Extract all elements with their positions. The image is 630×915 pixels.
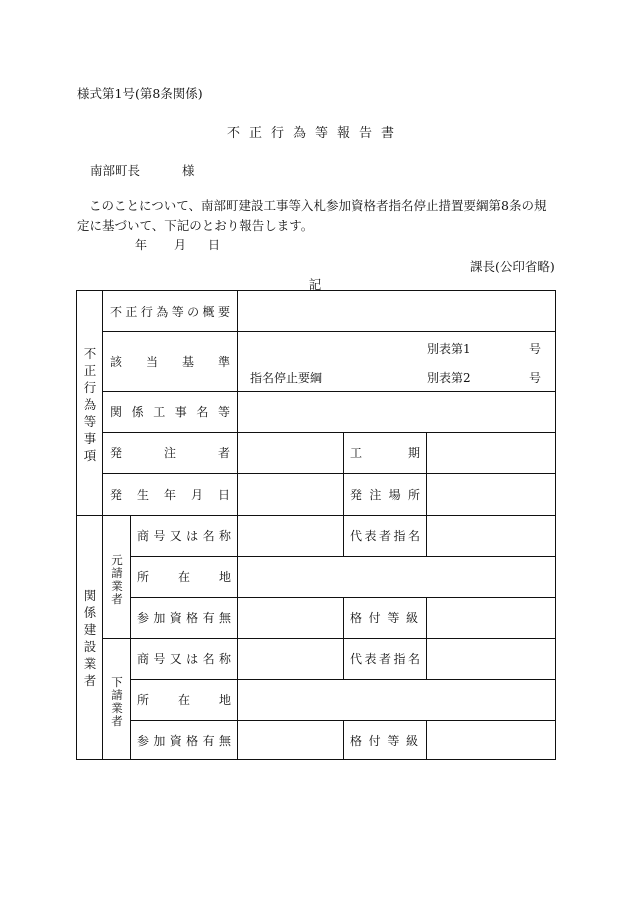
divider [130, 679, 555, 680]
divider [102, 638, 555, 639]
label-prime-eligibility: 参 加 資 格 有 無 [137, 610, 231, 625]
honorific: 様 [182, 163, 195, 178]
label-sub-address: 所 在 地 [137, 692, 231, 707]
divider [426, 515, 427, 556]
label-prime-representative: 代 表 者 指 名 [350, 528, 420, 543]
divider [102, 432, 555, 433]
divider [102, 473, 555, 474]
divider [130, 556, 555, 557]
label-project-name: 関 係 工 事 名 等 [110, 404, 230, 419]
divider [343, 515, 344, 556]
label-sub-grade: 格 付 等 級 [350, 733, 418, 748]
divider [102, 391, 555, 392]
label-prime-grade: 格 付 等 級 [350, 610, 418, 625]
criteria-guideline: 指名停止要綱 [250, 371, 323, 385]
divider [102, 331, 555, 332]
criteria-table1: 別表第1 [427, 342, 471, 356]
ki-heading: 記 [308, 277, 322, 292]
label-sub-trade-name: 商 号 又 は 名 称 [137, 651, 231, 666]
divider [426, 720, 427, 759]
criteria-go-2: 号 [529, 371, 542, 385]
label-location: 発 注 場 所 [350, 487, 420, 502]
date-day: 日 [208, 238, 221, 252]
form-id: 様式第1号(第8条関係) [77, 86, 203, 101]
label-period: 工 期 [350, 445, 420, 460]
addressee: 南部町長 [90, 163, 141, 178]
report-table [76, 290, 556, 760]
label-sub-representative: 代 表 者 指 名 [350, 651, 420, 666]
document-title: 不正行為等報告書 [226, 126, 403, 141]
subcontractor-title: 下請業者 [111, 675, 123, 728]
criteria-table2: 別表第2 [427, 371, 471, 385]
divider [130, 515, 131, 759]
label-sub-eligibility: 参 加 資 格 有 無 [137, 733, 231, 748]
body-text: このことについて、南部町建設工事等入札参加資格者指名停止措置要綱第8条の規定に基づいて、下記のとおり報告します。 [77, 198, 547, 233]
prime-contractor-title: 元請業者 [111, 553, 123, 606]
label-criteria: 該 当 基 準 [110, 354, 230, 369]
divider [130, 720, 555, 721]
date-month: 月 [174, 238, 187, 252]
reporter: 課長(公印省略) [470, 259, 555, 274]
criteria-go-1: 号 [529, 342, 542, 356]
section-title-misconduct: 不正行為等事項 [83, 346, 97, 463]
label-prime-trade-name: 商 号 又 は 名 称 [137, 528, 231, 543]
divider [130, 597, 555, 598]
divider [102, 291, 103, 759]
divider [77, 515, 555, 516]
divider [343, 720, 344, 759]
label-orderer: 発 注 者 [110, 445, 230, 460]
label-overview: 不 正 行 為 等 の 概 要 [110, 304, 230, 319]
divider [237, 291, 238, 759]
label-occurrence-date: 発 生 年 月 日 [110, 487, 230, 502]
date-year: 年 [135, 238, 148, 252]
section-title-contractors: 関係建設業者 [83, 588, 97, 688]
label-prime-address: 所 在 地 [137, 569, 231, 584]
